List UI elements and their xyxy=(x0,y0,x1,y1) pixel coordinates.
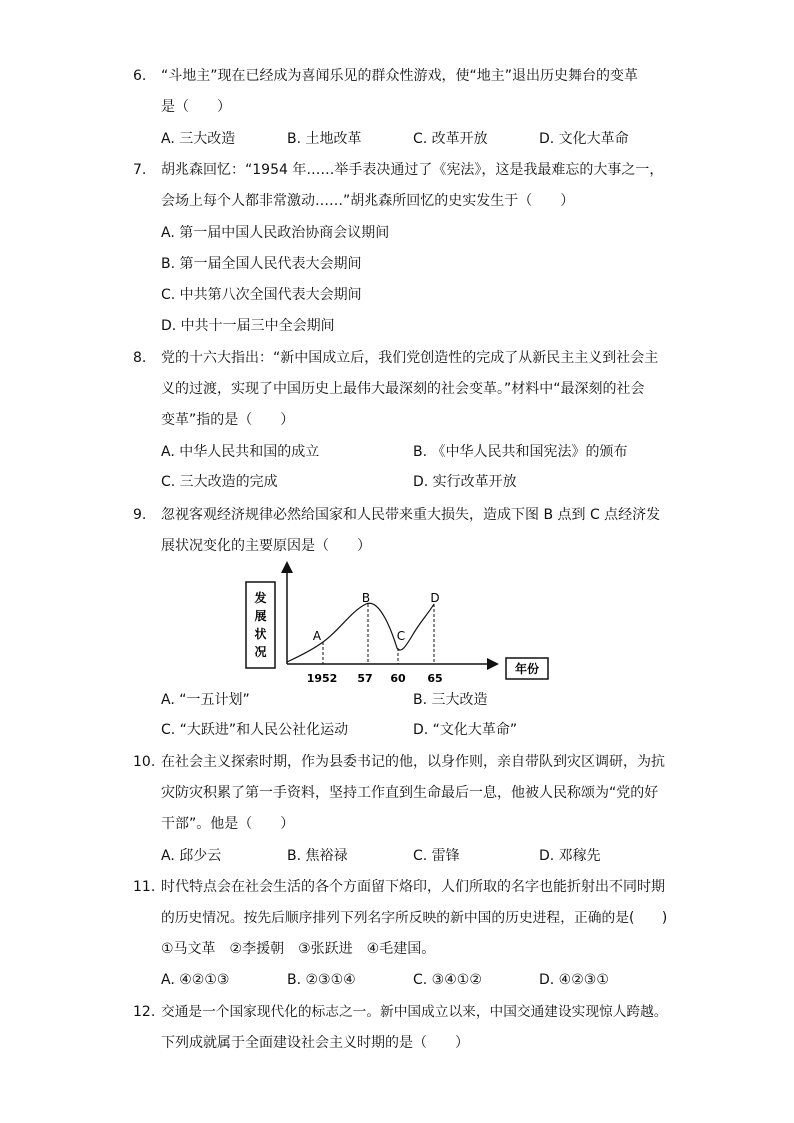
question-text-line: 忽视客观经济规律必然给国家和人民带来重大损失，造成下图 B 点到 C 点经济发 xyxy=(161,507,661,523)
option-a: A. 中华人民共和国的成立 xyxy=(161,444,320,460)
question-text-line: 变革”指的是（ ） xyxy=(161,412,295,428)
y-label-char: 况 xyxy=(254,645,267,659)
option-d: D. 邓稼先 xyxy=(539,848,601,864)
question-text-line: 时代特点会在社会生活的各个方面留下烙印，人们所取的名字也能折射出不同时期 xyxy=(161,879,665,895)
option-d: D. ④②③① xyxy=(539,972,609,988)
tick-label: 60 xyxy=(390,672,406,685)
option-b: B. 《中华人民共和国宪法》的颁布 xyxy=(413,444,628,460)
question-text-line: 展状况变化的主要原因是（ ） xyxy=(161,538,371,554)
question-text-line: 党的十六大指出：“新中国成立后，我们党创造性的完成了从新民主主义到社会主 xyxy=(161,350,659,366)
point-label-d: D xyxy=(430,591,440,605)
question-text-line: 干部”。他是（ ） xyxy=(161,816,295,832)
x-label: 年份 xyxy=(514,662,540,676)
option-a: A. 三大改造 xyxy=(161,131,236,147)
question-text-line: “斗地主”现在已经成为喜闻乐见的群众性游戏，使“地主”退出历史舞台的变革 xyxy=(161,68,639,84)
option-b: B. 焦裕禄 xyxy=(287,848,348,864)
option-b: B. 第一届全国人民代表大会期间 xyxy=(161,256,362,272)
option-a: A. ④②①③ xyxy=(161,972,230,988)
option-a: A. “一五计划” xyxy=(161,692,250,708)
option-c: C. 中共第八次全国代表大会期间 xyxy=(161,287,362,303)
y-label-char: 展 xyxy=(254,609,267,623)
option-c: C. “大跃进”和人民公社化运动 xyxy=(161,722,349,738)
option-c: C. ③④①② xyxy=(413,972,482,988)
y-label-char: 发 xyxy=(254,591,267,605)
question-text-line: 交通是一个国家现代化的标志之一。新中国成立以来，中国交通建设实现惊人跨越。 xyxy=(161,1004,668,1020)
question-number: 7. xyxy=(133,162,147,178)
question-text-line: 的历史情况。按先后顺序排列下列名字所反映的新中国的历史进程，正确的是( ) xyxy=(161,910,668,926)
question-text-line: ①马文革 ②李援朝 ③张跃进 ④毛建国。 xyxy=(161,941,436,957)
question-text-line: 灾防灾积累了第一手资料，坚持工作直到生命最后一息，他被人民称颂为“党的好 xyxy=(161,785,659,801)
option-c: C. 三大改造的完成 xyxy=(161,474,278,490)
question-text-line: 下列成就属于全面建设社会主义时期的是（ ） xyxy=(161,1035,469,1051)
y-label-char: 状 xyxy=(254,627,267,641)
question-number: 12. xyxy=(133,1004,156,1020)
option-b: B. ②③①④ xyxy=(287,972,356,988)
point-label-c: C xyxy=(396,629,406,643)
tick-label: 57 xyxy=(357,672,373,685)
option-d: D. 文化大革命 xyxy=(539,131,629,147)
question-number: 10. xyxy=(133,754,156,770)
point-label-a: A xyxy=(312,629,322,643)
option-c: C. 雷锋 xyxy=(413,848,460,864)
point-label-b: B xyxy=(361,591,371,605)
option-d: D. 中共十一届三中全会期间 xyxy=(161,318,335,334)
option-d: D. “文化大革命” xyxy=(413,722,518,738)
question-text-line: 胡兆森回忆：“1954 年……举手表决通过了《宪法》，这是我最难忘的大事之一， xyxy=(161,162,664,178)
development-curve xyxy=(287,603,434,662)
question-number: 6. xyxy=(133,68,147,84)
development-curve-figure xyxy=(240,558,560,688)
tick-label: 1952 xyxy=(306,672,338,685)
question-text-line: 会场上每个人都非常激动……”胡兆森所回忆的史实发生于（ ） xyxy=(161,193,575,209)
question-number: 11. xyxy=(133,879,156,895)
question-number: 9. xyxy=(133,507,147,523)
question-number: 8. xyxy=(133,350,147,366)
question-text-line: 在社会主义探索时期，作为县委书记的他，以身作则，亲自带队到灾区调研，为抗 xyxy=(161,754,665,770)
tick-label: 65 xyxy=(427,672,443,685)
question-text-line: 义的过渡，实现了中国历史上最伟大最深刻的社会变革。”材料中“最深刻的社会 xyxy=(161,381,645,397)
question-text-line: 是（ ） xyxy=(161,99,231,115)
option-d: D. 实行改革开放 xyxy=(413,474,517,490)
option-b: B. 土地改革 xyxy=(287,131,362,147)
option-a: A. 第一届中国人民政治协商会议期间 xyxy=(161,225,390,241)
option-b: B. 三大改造 xyxy=(413,692,488,708)
option-a: A. 邱少云 xyxy=(161,848,222,864)
option-c: C. 改革开放 xyxy=(413,131,488,147)
